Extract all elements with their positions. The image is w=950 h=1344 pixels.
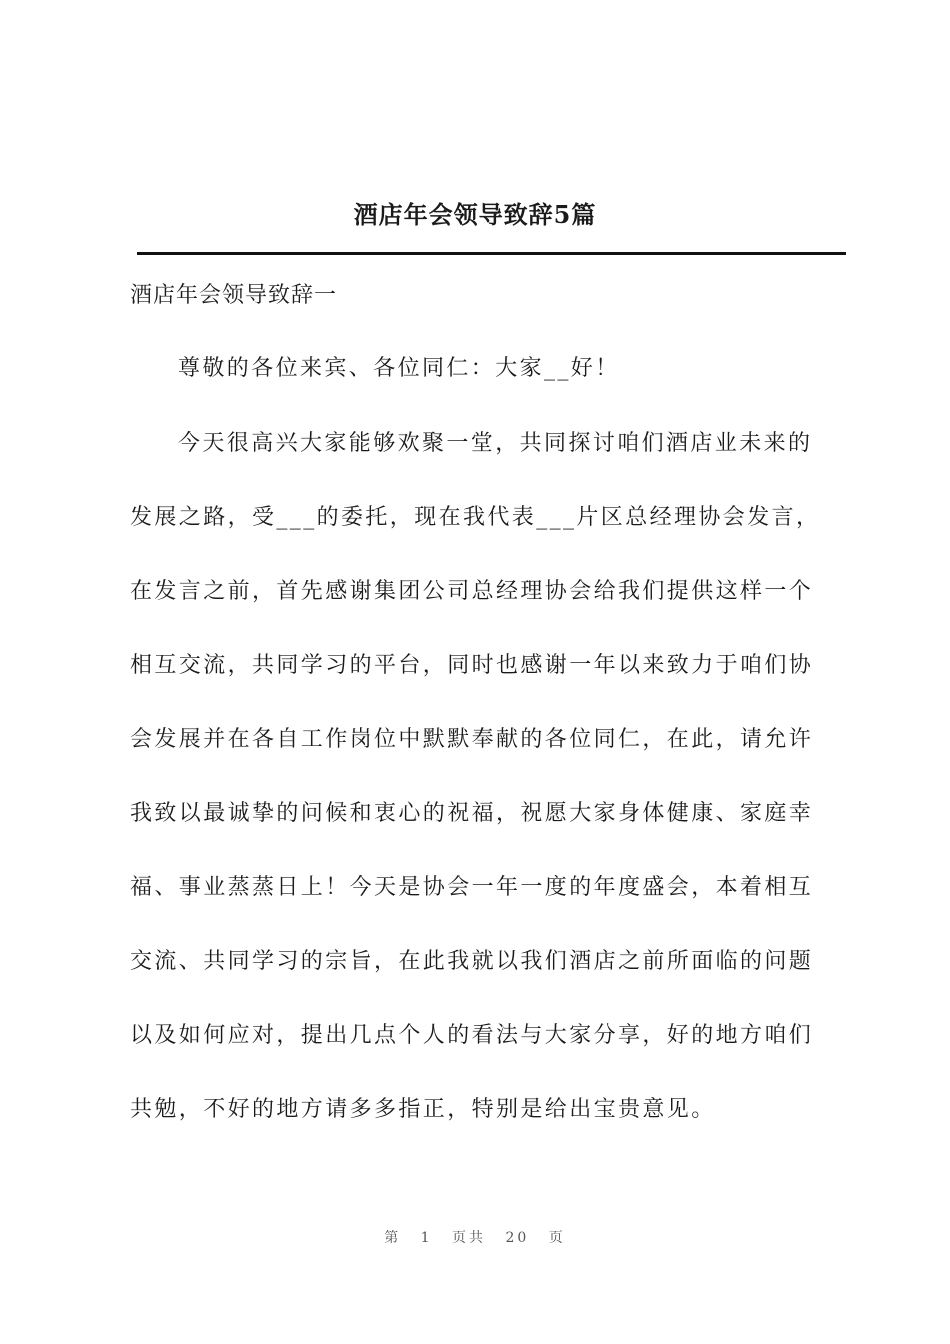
document-title: 酒店年会领导致辞5篇: [353, 200, 597, 229]
body-paragraph: [130, 407, 842, 1147]
greeting-line: 尊敬的各位来宾、各位同仁：大家__好！: [178, 356, 620, 381]
body-line: 以及如何应对，提出几点个人的看法与大家分享，好的地方咱们: [130, 1023, 814, 1048]
body-line: 相互交流，共同学习的平台，同时也感谢一年以来致力于咱们协: [130, 653, 814, 678]
footer-middle: 页共: [452, 1230, 487, 1246]
body-line: 福、事业蒸蒸日上！今天是协会一年一度的年度盛会，本着相互: [130, 875, 814, 900]
body-line: 共勉，不好的地方请多多指正，特别是给出宝贵意见。: [130, 1097, 716, 1122]
body-line: 会发展并在各自工作岗位中默默奉献的各位同仁，在此，请允许: [130, 727, 814, 752]
body-line: 发展之路，受___的委托，现在我代表___片区总经理协会发言，: [130, 505, 821, 530]
footer-prefix: 第: [384, 1230, 402, 1246]
footer-current-page: 1: [420, 1230, 433, 1246]
body-line: 在发言之前，首先感谢集团公司总经理协会给我们提供这样一个: [130, 579, 814, 604]
body-line: 我致以最诚挚的问候和衷心的祝福，祝愿大家身体健康、家庭幸: [130, 801, 814, 826]
footer-suffix: 页: [548, 1230, 566, 1246]
greeting-paragraph: [130, 332, 842, 406]
title-underline-rule: [137, 252, 846, 255]
footer-total-pages: 20: [505, 1230, 530, 1246]
body-line: 今天很高兴大家能够欢聚一堂，共同探讨咱们酒店业未来的: [178, 431, 813, 456]
section-heading: 酒店年会领导致辞一: [130, 283, 338, 308]
page-footer: [0, 1228, 950, 1248]
body-line: 交流、共同学习的宗旨，在此我就以我们酒店之前所面临的问题: [130, 949, 814, 974]
